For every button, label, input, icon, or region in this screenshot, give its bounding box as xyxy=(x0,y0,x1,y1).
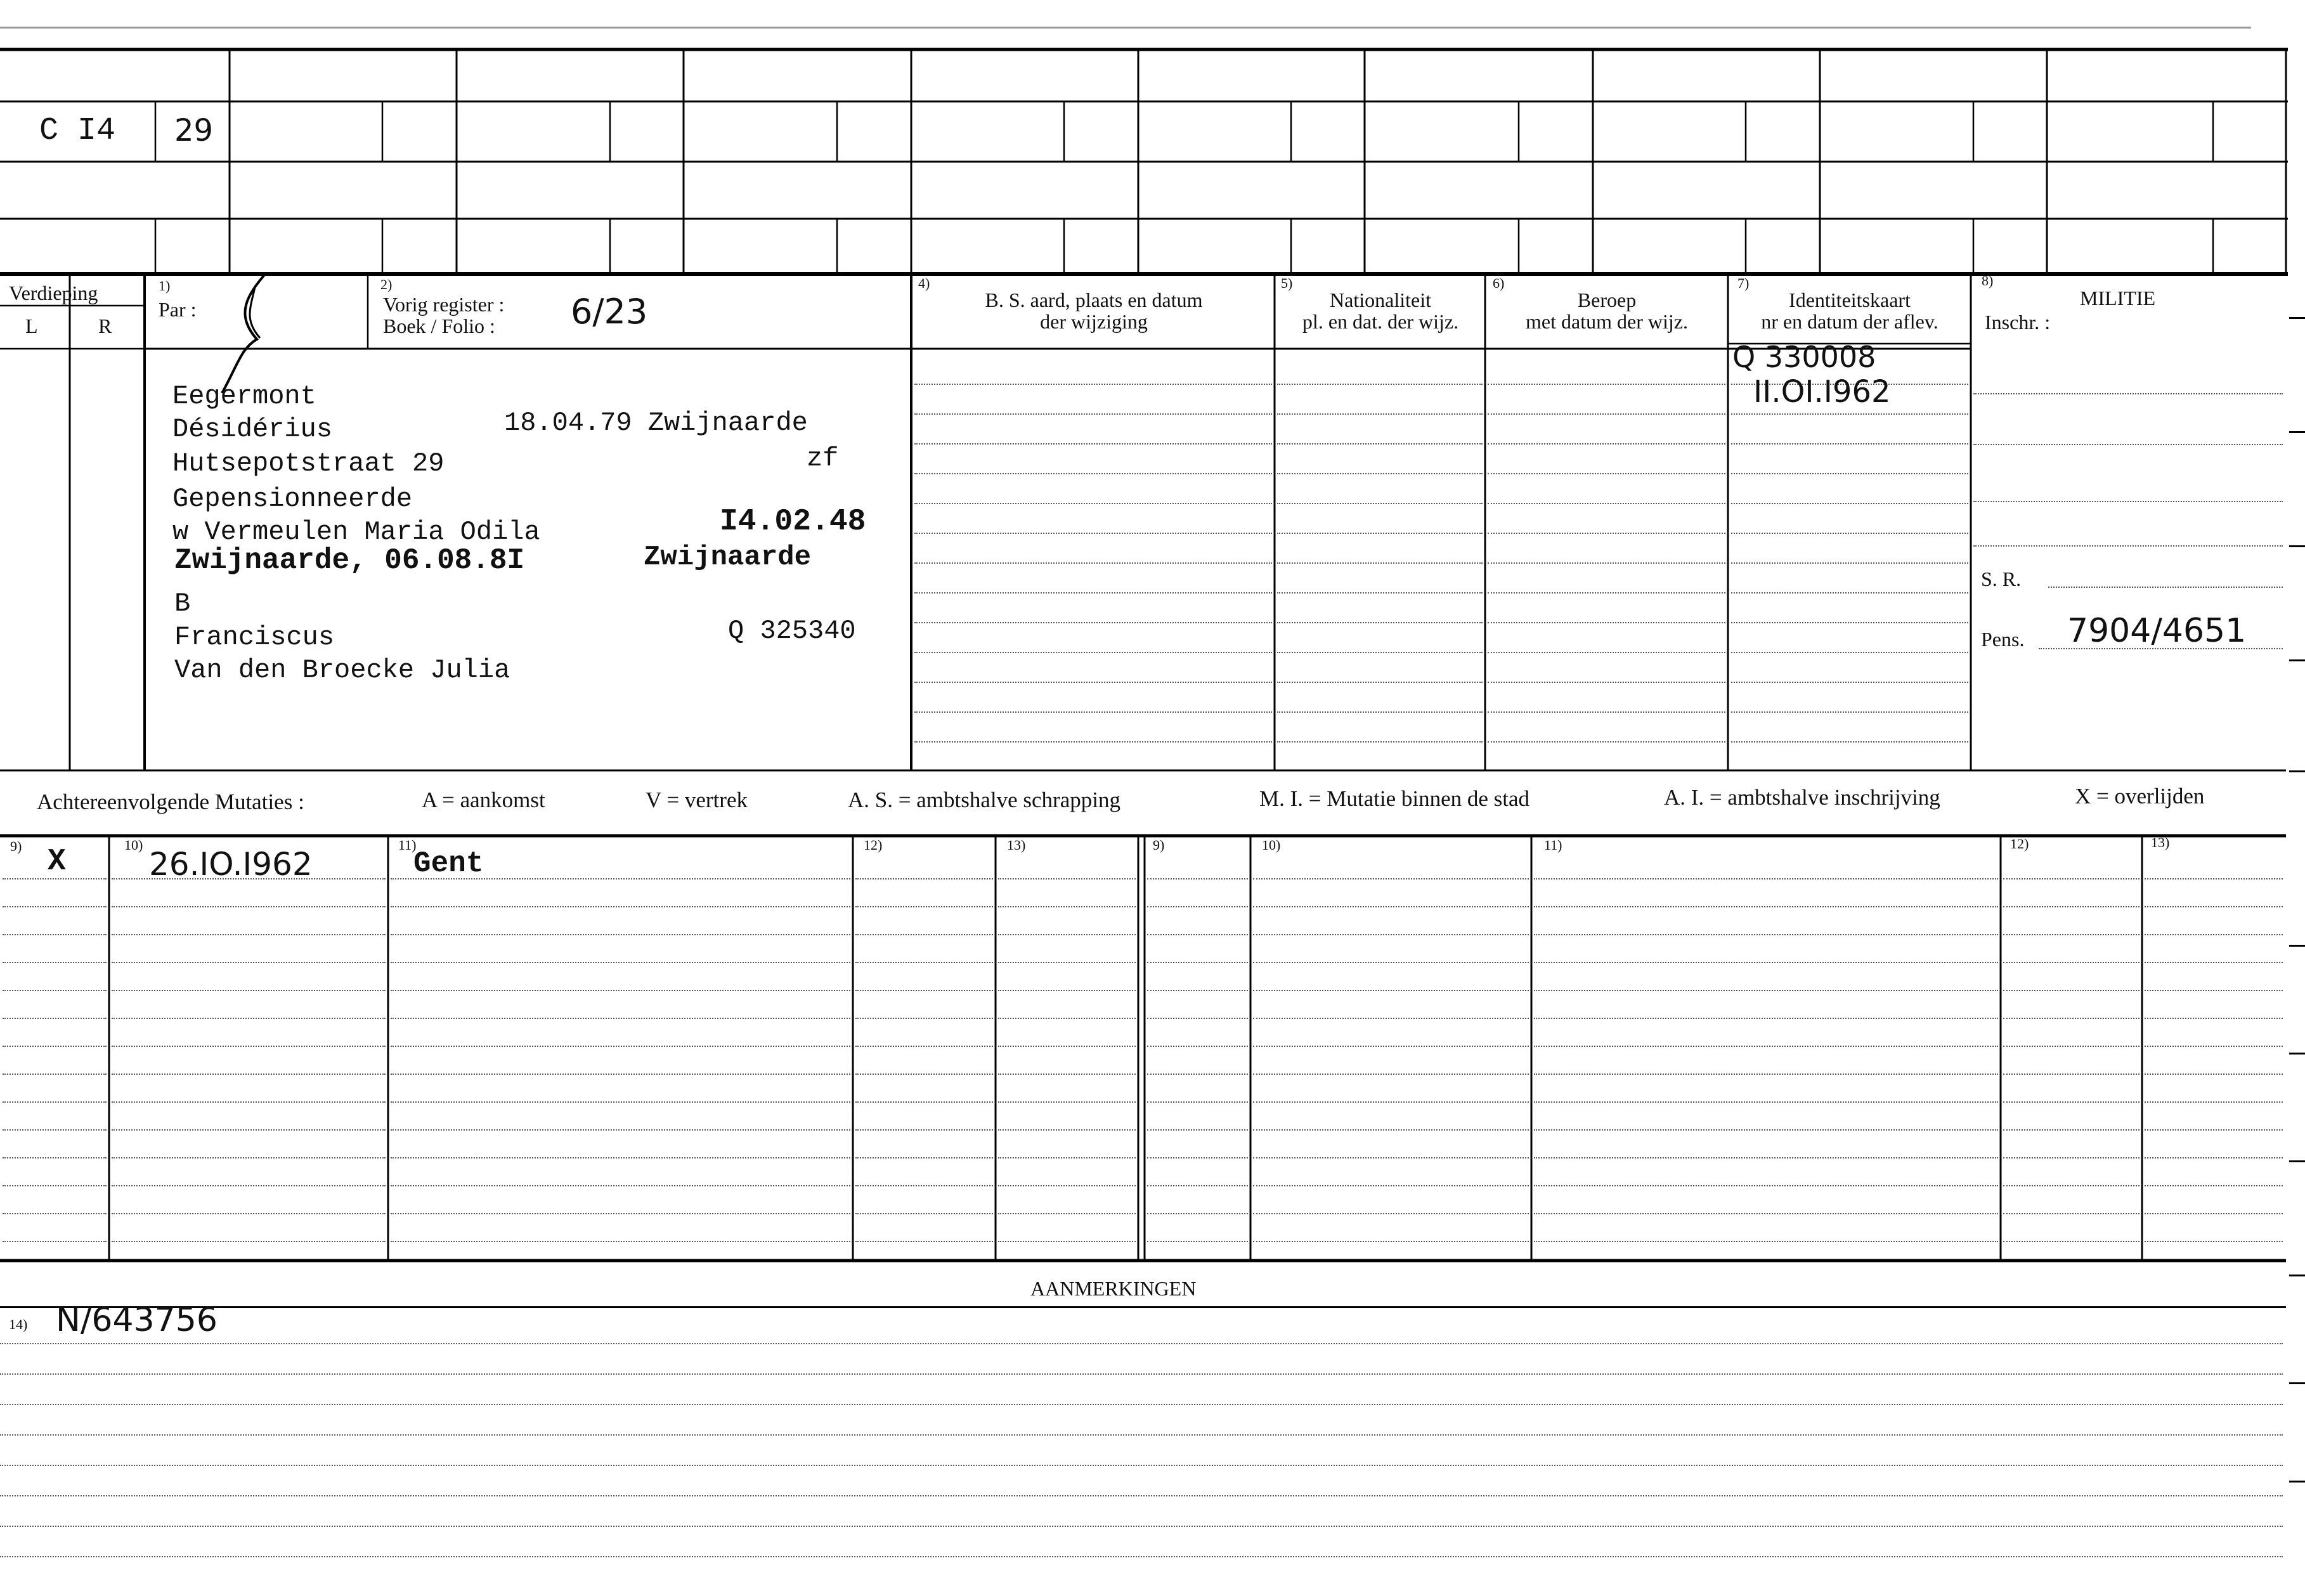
dotted-rule xyxy=(1277,533,1483,534)
dotted-rule xyxy=(1147,1018,1248,1019)
sr-label: S. R. xyxy=(1981,568,2022,590)
margin-tick xyxy=(2289,545,2305,547)
dotted-rule xyxy=(2145,934,2283,935)
nat-header-line2: pl. en dat. der wijz. xyxy=(1302,310,1459,333)
dotted-rule xyxy=(2003,1101,2139,1103)
dotted-rule xyxy=(914,652,1272,653)
person-marriage-place: Zwijnaarde xyxy=(644,542,812,573)
dotted-rule xyxy=(1253,990,1529,991)
dotted-rule xyxy=(0,1343,2283,1344)
margin-tick xyxy=(2289,770,2305,772)
dotted-rule xyxy=(1253,1157,1529,1158)
dotted-rule xyxy=(1277,592,1483,594)
ber-header-line2: met datum der wijz. xyxy=(1526,310,1688,333)
dotted-rule xyxy=(855,1129,993,1131)
nat-num: 5) xyxy=(1281,275,1293,291)
dotted-rule xyxy=(1731,562,1968,564)
dotted-rule xyxy=(998,1018,1136,1019)
person-b: B xyxy=(174,588,191,619)
dotted-rule xyxy=(2145,962,2283,963)
dotted-rule xyxy=(391,1046,850,1047)
inschr-label: Inschr. : xyxy=(1985,311,2051,334)
dotted-rule xyxy=(2003,990,2139,991)
col9b-num: 9) xyxy=(1153,837,1165,853)
person-firstname: Désidérius xyxy=(172,414,333,444)
margin-tick xyxy=(2289,1053,2305,1054)
dotted-rule xyxy=(112,1129,386,1131)
dotted-rule xyxy=(855,990,993,991)
dotted-rule xyxy=(3,934,107,935)
dotted-rule xyxy=(1253,1046,1529,1047)
dotted-rule xyxy=(0,1404,2283,1405)
dotted-rule xyxy=(914,622,1272,623)
col11b-num: 11) xyxy=(1544,837,1562,853)
dotted-rule xyxy=(112,990,386,991)
vorig-value: 6/23 xyxy=(571,292,648,332)
dotted-rule xyxy=(2003,1046,2139,1047)
dotted-rule xyxy=(2003,1241,2139,1242)
id-card-number: Q 330008 xyxy=(1732,340,1876,374)
dotted-rule xyxy=(1147,1129,1248,1131)
dotted-rule xyxy=(1731,622,1968,623)
dotted-rule xyxy=(1731,413,1968,415)
dotted-rule xyxy=(112,1074,386,1075)
dotted-rule xyxy=(2003,906,2139,907)
dotted-rule xyxy=(2003,1185,2139,1186)
bs-header xyxy=(913,289,1275,332)
dotted-rule xyxy=(112,1185,386,1186)
dotted-rule xyxy=(3,1185,107,1186)
dotted-rule xyxy=(2003,878,2139,879)
dotted-rule xyxy=(1534,1185,1998,1186)
dotted-rule xyxy=(1147,1074,1248,1075)
dotted-rule xyxy=(1534,1101,1998,1103)
dotted-rule xyxy=(998,1129,1136,1131)
nat-header-line1: Nationaliteit xyxy=(1330,289,1431,311)
dotted-rule xyxy=(998,1074,1136,1075)
dotted-rule xyxy=(914,443,1272,444)
dotted-rule xyxy=(1147,990,1248,991)
dotted-rule xyxy=(1147,1213,1248,1214)
dotted-rule xyxy=(391,1241,850,1242)
dotted-rule xyxy=(2145,878,2283,879)
person-marriage-date: I4.02.48 xyxy=(720,505,866,539)
dotted-rule xyxy=(998,878,1136,879)
margin-tick xyxy=(2289,659,2305,661)
dotted-rule xyxy=(855,962,993,963)
dotted-rule xyxy=(112,962,386,963)
legend-inschrijving: A. I. = ambtshalve inschrijving xyxy=(1664,785,1940,810)
legend-mutatie: M. I. = Mutatie binnen de stad xyxy=(1259,786,1530,811)
remarks-title: AANMERKINGEN xyxy=(1030,1277,1197,1300)
dotted-rule xyxy=(1277,682,1483,683)
dotted-rule xyxy=(2003,1074,2139,1075)
dotted-rule xyxy=(2003,1213,2139,1214)
dotted-rule xyxy=(2145,1074,2283,1075)
dotted-rule xyxy=(855,1241,993,1242)
id-card-date: II.OI.I962 xyxy=(1753,374,1891,410)
card-code: C I4 xyxy=(39,113,116,149)
vorig-label: Vorig register : xyxy=(383,293,505,316)
dotted-rule xyxy=(1731,503,1968,504)
dotted-rule xyxy=(998,962,1136,963)
dotted-rule xyxy=(1253,1185,1529,1186)
par-num: 1) xyxy=(159,278,171,294)
col13-num: 13) xyxy=(1007,837,1026,853)
dotted-rule xyxy=(112,1241,386,1242)
boek-label: Boek / Folio : xyxy=(383,315,495,337)
dotted-rule xyxy=(1277,622,1483,623)
id-header xyxy=(1729,289,1970,332)
mutation-type: X xyxy=(48,845,66,879)
dotted-rule xyxy=(3,1018,107,1019)
ber-num: 6) xyxy=(1493,275,1505,291)
dotted-rule xyxy=(2145,1101,2283,1103)
mutations-grid xyxy=(0,831,2305,1268)
person-occupation: Gepensionneerde xyxy=(172,484,413,514)
dotted-rule xyxy=(1973,545,2283,547)
dotted-rule xyxy=(3,1046,107,1047)
col11-num: 11) xyxy=(398,837,417,853)
dotted-rule xyxy=(1534,1129,1998,1131)
dotted-rule xyxy=(998,1157,1136,1158)
dotted-rule xyxy=(998,1101,1136,1103)
dotted-rule xyxy=(1488,592,1725,594)
col9-num: 9) xyxy=(10,838,22,854)
margin-tick xyxy=(2289,431,2305,433)
dotted-rule xyxy=(1731,711,1968,713)
dotted-rule xyxy=(914,413,1272,415)
dotted-rule xyxy=(2145,990,2283,991)
dotted-rule xyxy=(855,1185,993,1186)
dotted-rule xyxy=(1147,962,1248,963)
dotted-rule xyxy=(998,1213,1136,1214)
pens-label: Pens. xyxy=(1981,628,2025,651)
dotted-rule xyxy=(1277,473,1483,474)
dotted-rule xyxy=(1488,443,1725,444)
dotted-rule xyxy=(855,1046,993,1047)
dotted-rule xyxy=(3,990,107,991)
dotted-rule xyxy=(1488,741,1725,743)
dotted-rule xyxy=(1534,1157,1998,1158)
dotted-rule xyxy=(1253,1018,1529,1019)
dotted-rule xyxy=(1973,501,2283,502)
dotted-rule xyxy=(1488,473,1725,474)
col13b-num: 13) xyxy=(2151,834,2170,850)
dotted-rule xyxy=(855,1018,993,1019)
dotted-rule xyxy=(914,741,1272,743)
dotted-rule xyxy=(1731,741,1968,743)
nat-header xyxy=(1276,289,1485,332)
legend-aankomst: A = aankomst xyxy=(422,788,545,812)
vorig-num: 2) xyxy=(380,276,393,292)
dotted-rule xyxy=(855,934,993,935)
dotted-rule xyxy=(1147,1046,1248,1047)
dotted-rule xyxy=(3,1157,107,1158)
dotted-rule xyxy=(914,711,1272,713)
dotted-rule xyxy=(3,1241,107,1242)
verdieping-label: Verdieping xyxy=(9,282,98,304)
dotted-rule xyxy=(1488,503,1725,504)
dotted-rule xyxy=(1973,444,2283,445)
dotted-rule xyxy=(1534,878,1998,879)
dotted-rule xyxy=(1277,711,1483,713)
dotted-rule xyxy=(2145,1157,2283,1158)
r-label: R xyxy=(98,315,112,337)
dotted-rule xyxy=(1277,741,1483,743)
dotted-rule xyxy=(1253,906,1529,907)
dotted-rule xyxy=(1253,1213,1529,1214)
dotted-rule xyxy=(1534,1241,1998,1242)
dotted-rule xyxy=(391,1018,850,1019)
margin-tick xyxy=(2289,1481,2305,1482)
dotted-rule xyxy=(1147,1101,1248,1103)
dotted-rule xyxy=(1731,443,1968,444)
dotted-rule xyxy=(855,906,993,907)
person-surname: Eegermont xyxy=(172,381,316,412)
dotted-rule xyxy=(914,562,1272,564)
dotted-rule xyxy=(112,1157,386,1158)
dotted-rule xyxy=(1147,1241,1248,1242)
dotted-rule xyxy=(855,1213,993,1214)
person-q-number: Q 325340 xyxy=(728,616,856,646)
dotted-rule xyxy=(3,1213,107,1214)
dotted-rule xyxy=(3,1074,107,1075)
dotted-rule xyxy=(914,384,1272,385)
dotted-rule xyxy=(1534,1046,1998,1047)
person-zf: zf xyxy=(807,443,839,474)
dotted-rule xyxy=(2145,1213,2283,1214)
dotted-rule xyxy=(0,1373,2283,1375)
margin-tick xyxy=(2289,1275,2305,1276)
dotted-rule xyxy=(998,1185,1136,1186)
dotted-rule xyxy=(391,962,850,963)
dotted-rule xyxy=(914,533,1272,534)
l-label: L xyxy=(25,315,38,337)
dotted-rule xyxy=(998,1241,1136,1242)
margin-tick xyxy=(2289,945,2305,947)
dotted-rule xyxy=(1731,682,1968,683)
dotted-rule xyxy=(998,990,1136,991)
dotted-rule xyxy=(112,1101,386,1103)
dotted-rule xyxy=(0,1556,2283,1557)
dotted-rule xyxy=(0,1526,2283,1527)
dotted-rule xyxy=(2003,1157,2139,1158)
bs-header-line1: B. S. aard, plaats en datum xyxy=(985,289,1203,311)
dotted-rule xyxy=(3,1101,107,1103)
dotted-rule xyxy=(1488,533,1725,534)
par-scribble xyxy=(197,269,298,396)
dotted-rule xyxy=(914,592,1272,594)
dotted-rule xyxy=(855,1074,993,1075)
dotted-rule xyxy=(1488,413,1725,415)
dotted-rule xyxy=(391,990,850,991)
dotted-rule xyxy=(1253,878,1529,879)
dotted-rule xyxy=(1731,652,1968,653)
dotted-rule xyxy=(1488,622,1725,623)
mutation-date: 26.IO.I962 xyxy=(149,846,313,883)
dotted-rule xyxy=(391,1185,850,1186)
dotted-rule xyxy=(1277,413,1483,415)
dotted-rule xyxy=(0,1434,2283,1436)
remarks-value: N/643756 xyxy=(56,1301,218,1339)
dotted-rule xyxy=(914,503,1272,504)
person-spouse: w Vermeulen Maria Odila xyxy=(172,517,540,547)
dotted-rule xyxy=(1253,1074,1529,1075)
dotted-rule xyxy=(1488,711,1725,713)
dotted-rule xyxy=(391,1213,850,1214)
dotted-rule xyxy=(2003,1129,2139,1131)
dotted-rule xyxy=(1534,1018,1998,1019)
dotted-rule xyxy=(1277,503,1483,504)
bs-header-line2: der wijziging xyxy=(1040,310,1148,333)
dotted-rule xyxy=(112,1046,386,1047)
mil-num: 8) xyxy=(1982,273,1994,289)
dotted-rule xyxy=(2145,1241,2283,1242)
dotted-rule xyxy=(3,906,107,907)
dotted-rule xyxy=(1973,393,2283,394)
col10-num: 10) xyxy=(124,837,143,853)
sr-dotted-line xyxy=(2048,587,2283,588)
dotted-rule xyxy=(2003,1018,2139,1019)
dotted-rule xyxy=(112,906,386,907)
dotted-rule xyxy=(0,1495,2283,1496)
dotted-rule xyxy=(112,934,386,935)
dotted-rule xyxy=(391,1157,850,1158)
dotted-rule xyxy=(1277,652,1483,653)
margin-tick xyxy=(2289,1382,2305,1384)
col12b-num: 12) xyxy=(2010,836,2029,852)
legend-schrapping: A. S. = ambtshalve schrapping xyxy=(848,788,1120,812)
dotted-rule xyxy=(914,682,1272,683)
dotted-rule xyxy=(1534,990,1998,991)
legend-overlijden: X = overlijden xyxy=(2075,784,2205,808)
dotted-rule xyxy=(1731,473,1968,474)
card-number: 29 xyxy=(174,113,214,148)
dotted-rule xyxy=(3,962,107,963)
dotted-rule xyxy=(391,1129,850,1131)
dotted-rule xyxy=(1277,384,1483,385)
ber-header-line1: Beroep xyxy=(1577,289,1637,311)
dotted-rule xyxy=(1147,906,1248,907)
dotted-rule xyxy=(391,1074,850,1075)
dotted-rule xyxy=(1534,1074,1998,1075)
dotted-rule xyxy=(2145,1129,2283,1131)
dotted-rule xyxy=(2003,934,2139,935)
dotted-rule xyxy=(0,1465,2283,1466)
dotted-rule xyxy=(1147,934,1248,935)
top-grid xyxy=(0,0,2305,279)
par-label: Par : xyxy=(159,298,197,321)
bs-num: 4) xyxy=(918,275,930,291)
person-father: Franciscus xyxy=(174,622,335,652)
person-street: Hutsepotstraat 29 xyxy=(172,448,445,479)
dotted-rule xyxy=(391,906,850,907)
margin-tick xyxy=(2289,1160,2305,1162)
dotted-rule xyxy=(1253,1101,1529,1103)
id-num: 7) xyxy=(1737,275,1750,291)
militie-title: MILITIE xyxy=(2080,287,2156,309)
dotted-rule xyxy=(998,934,1136,935)
person-death-note: Zwijnaarde, 06.08.8I xyxy=(174,544,525,577)
dotted-rule xyxy=(1147,1157,1248,1158)
dotted-rule xyxy=(2003,962,2139,963)
dotted-rule xyxy=(1147,1185,1248,1186)
dotted-rule xyxy=(3,1129,107,1131)
dotted-rule xyxy=(855,878,993,879)
id-header-line1: Identiteitskaart xyxy=(1789,289,1911,311)
pens-value: 7904/4651 xyxy=(2067,612,2247,650)
dotted-rule xyxy=(1253,1241,1529,1242)
dotted-rule xyxy=(1731,533,1968,534)
remarks-num: 14) xyxy=(9,1316,28,1332)
dotted-rule xyxy=(391,1101,850,1103)
dotted-rule xyxy=(2145,1185,2283,1186)
dotted-rule xyxy=(1277,562,1483,564)
dotted-rule xyxy=(1147,878,1248,879)
dotted-rule xyxy=(1534,906,1998,907)
dotted-rule xyxy=(1488,652,1725,653)
person-mother: Van den Broecke Julia xyxy=(174,655,510,685)
margin-tick xyxy=(2289,317,2305,319)
dotted-rule xyxy=(2145,1046,2283,1047)
person-birth: 18.04.79 Zwijnaarde xyxy=(504,408,808,438)
dotted-rule xyxy=(1731,592,1968,594)
dotted-rule xyxy=(1253,934,1529,935)
remarks-rule xyxy=(0,1306,2286,1308)
dotted-rule xyxy=(998,1046,1136,1047)
dotted-rule xyxy=(1534,934,1998,935)
col10b-num: 10) xyxy=(1262,837,1281,853)
mutaties-title: Achtereenvolgende Mutaties : xyxy=(37,789,304,814)
dotted-rule xyxy=(391,934,850,935)
dotted-rule xyxy=(1488,562,1725,564)
col12-num: 12) xyxy=(864,837,883,853)
dotted-rule xyxy=(1534,962,1998,963)
dotted-rule xyxy=(112,1213,386,1214)
ber-header xyxy=(1486,289,1727,332)
dotted-rule xyxy=(2145,1018,2283,1019)
dotted-rule xyxy=(1253,1129,1529,1131)
id-header-line2: nr en datum der aflev. xyxy=(1761,310,1938,333)
dotted-rule xyxy=(112,1018,386,1019)
dotted-rule xyxy=(1253,962,1529,963)
dotted-rule xyxy=(855,1157,993,1158)
dotted-rule xyxy=(1488,384,1725,385)
mutation-place: Gent xyxy=(413,847,484,880)
dotted-rule xyxy=(998,906,1136,907)
dotted-rule xyxy=(855,1101,993,1103)
dotted-rule xyxy=(914,473,1272,474)
dotted-rule xyxy=(1277,443,1483,444)
dotted-rule xyxy=(1488,682,1725,683)
dotted-rule xyxy=(2145,906,2283,907)
legend-vertrek: V = vertrek xyxy=(646,788,748,812)
dotted-rule xyxy=(1534,1213,1998,1214)
